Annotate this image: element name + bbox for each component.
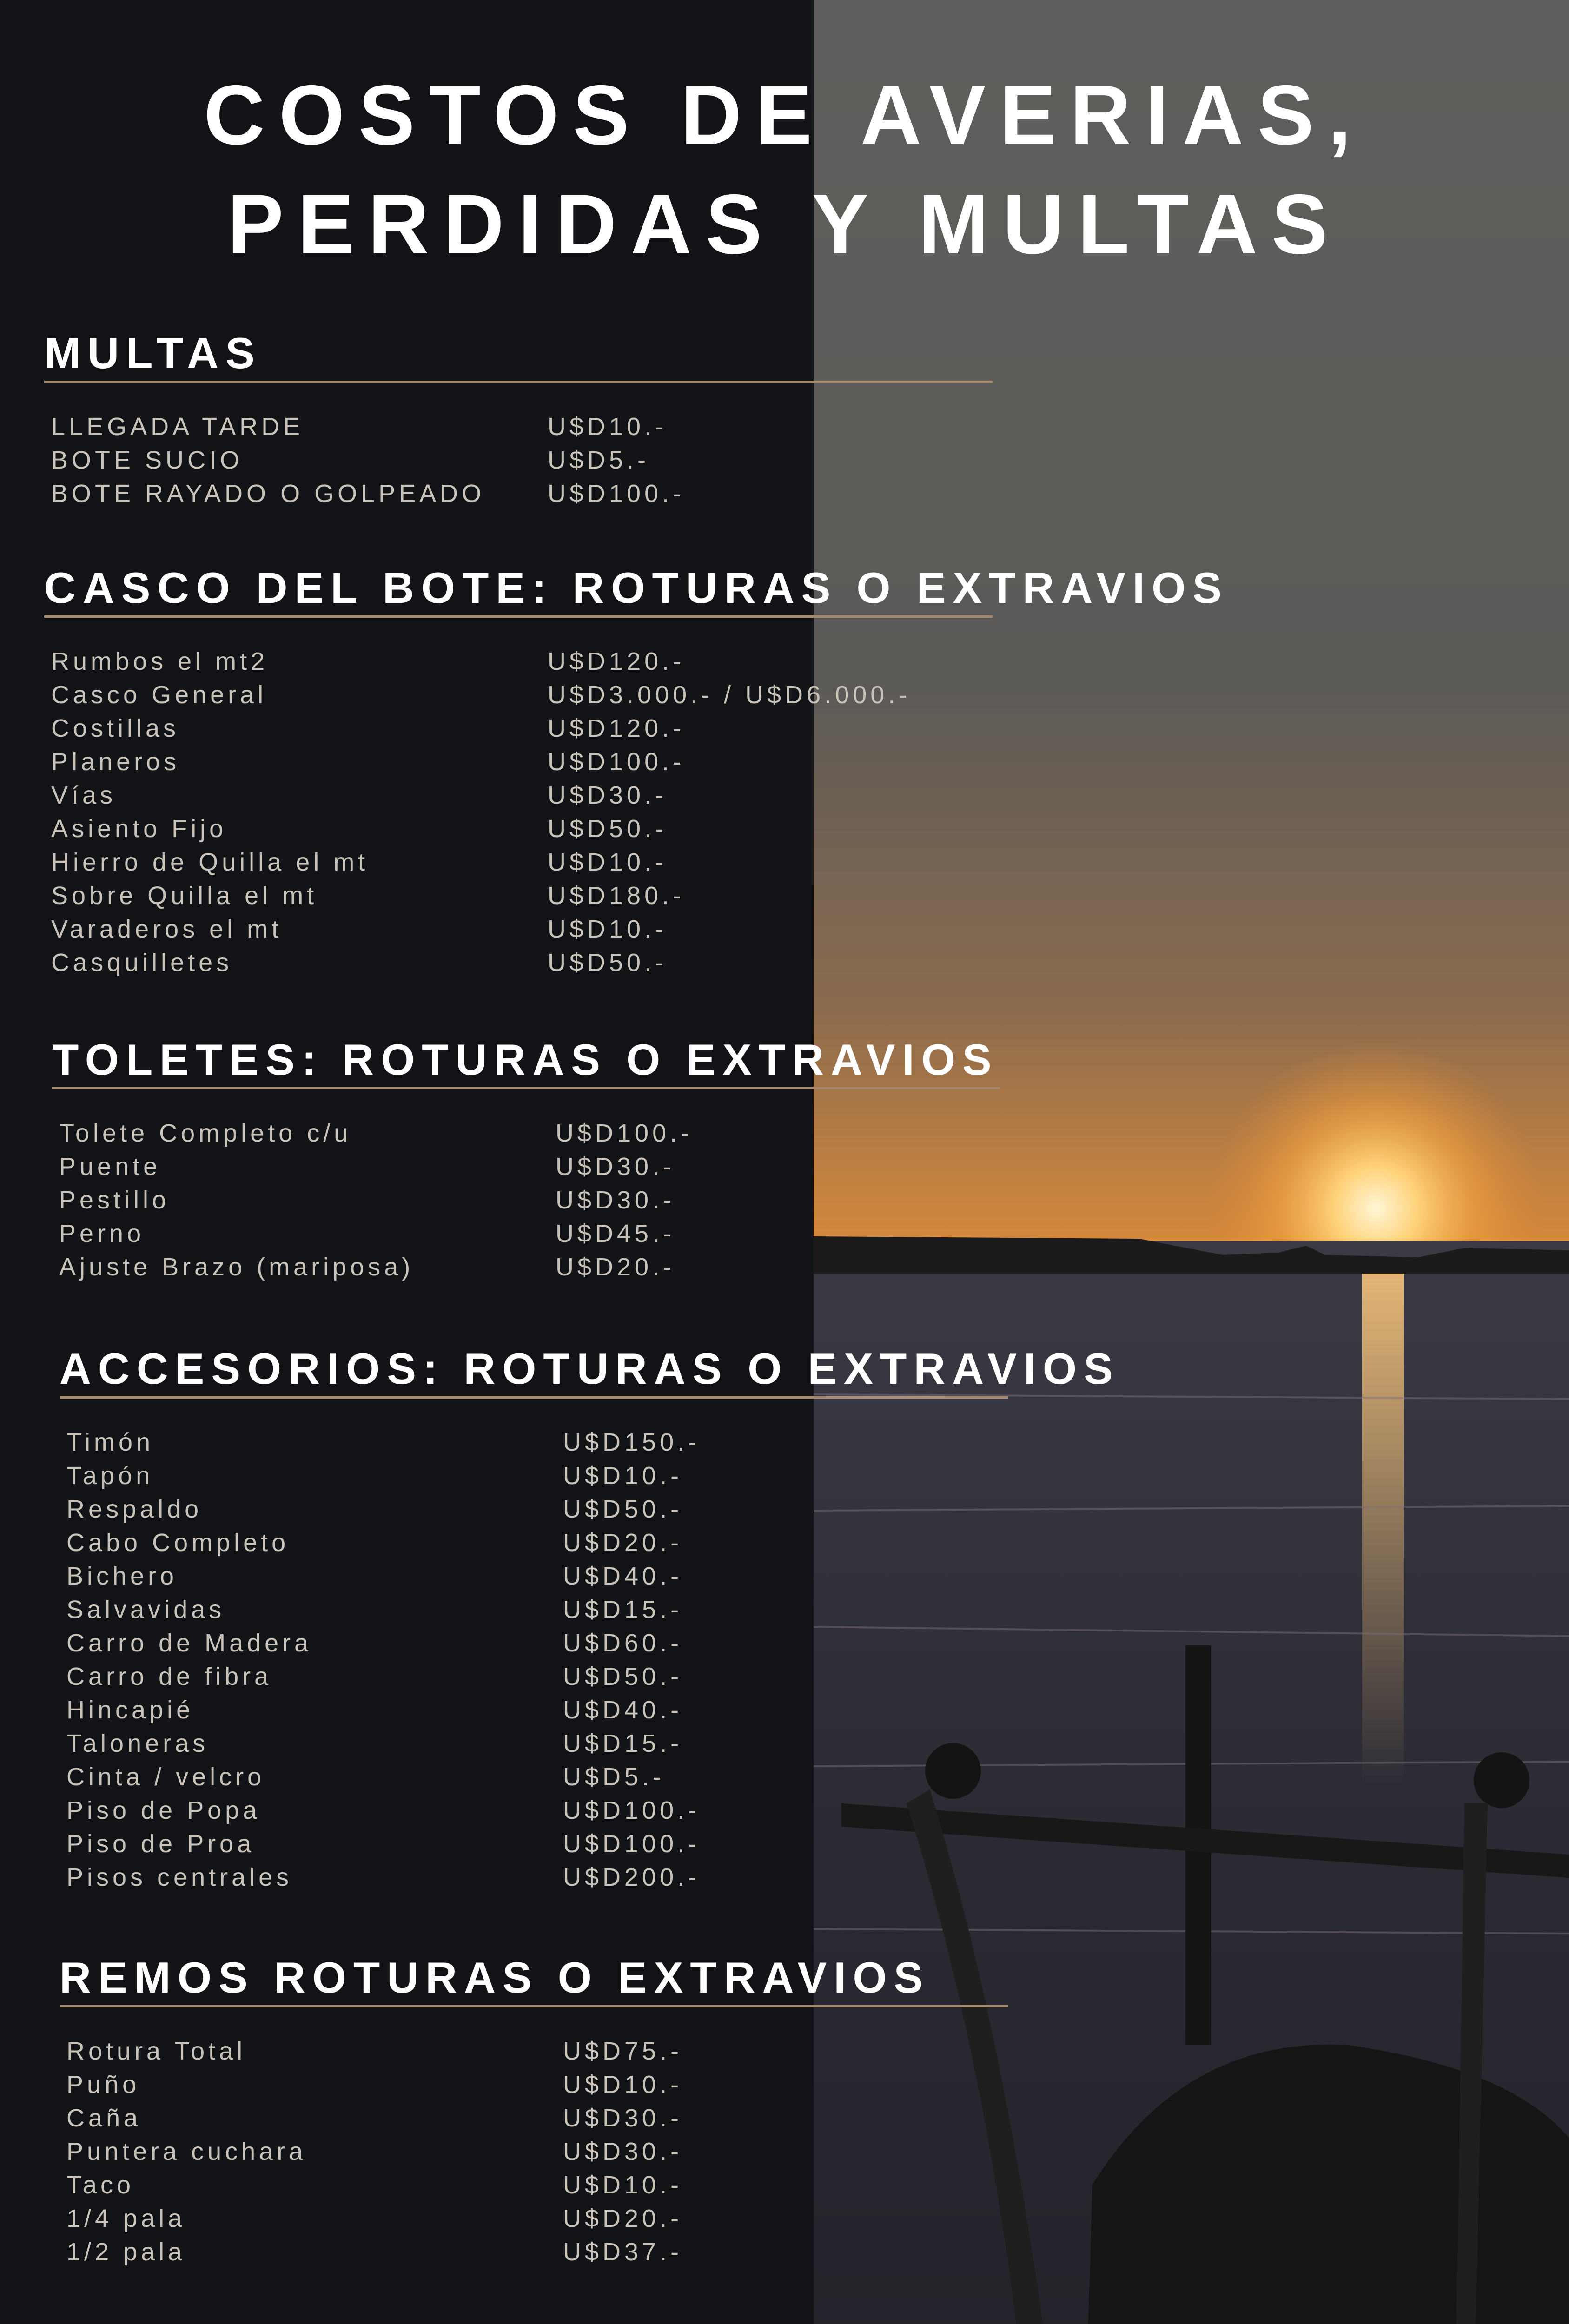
list-item (59, 1250, 1000, 1284)
section-toletes (52, 1034, 1000, 1284)
item-price: U$D20.- (563, 2205, 683, 2232)
list-item (66, 1727, 1120, 1760)
page-title (0, 60, 1569, 279)
list-item (66, 1861, 1120, 1894)
list-item (66, 1459, 1120, 1492)
list-item (51, 410, 993, 443)
item-price: U$D5.- (563, 1763, 665, 1791)
item-name: Ajuste Brazo (mariposa) (59, 1253, 414, 1281)
section-divider (44, 615, 993, 618)
item-name: Pestillo (59, 1186, 170, 1214)
item-name: Rumbos el mt2 (51, 647, 269, 675)
list-item (51, 712, 1229, 745)
item-price: U$D30.- (556, 1153, 675, 1181)
item-name: Perno (59, 1220, 145, 1248)
item-name: Casquilletes (51, 949, 233, 977)
section-divider (60, 1396, 1008, 1399)
list-item (66, 2168, 1008, 2202)
item-name: Casco General (51, 681, 267, 709)
title-line-2: PERDIDAS Y MULTAS (227, 177, 1342, 271)
item-name: Carro de Madera (66, 1629, 312, 1657)
item-name: Costillas (51, 714, 180, 742)
item-name: Taco (66, 2171, 135, 2199)
item-name: Asiento Fijo (51, 815, 227, 843)
list-item (66, 2034, 1008, 2068)
list-item (66, 2135, 1008, 2168)
item-name: Puente (59, 1153, 161, 1181)
item-name: Vías (51, 781, 117, 809)
list-item (66, 1559, 1120, 1593)
section-heading: TOLETES: ROTURAS O EXTRAVIOS (52, 1035, 999, 1084)
list-item (51, 912, 1229, 946)
section-remos (60, 1952, 1008, 2269)
list-item (66, 1526, 1120, 1559)
item-price: U$D40.- (563, 1696, 683, 1724)
item-name: Piso de Proa (66, 1830, 255, 1858)
item-price: U$D10.- (563, 1462, 683, 1490)
item-price: U$D30.- (563, 2138, 683, 2166)
item-name: Hincapié (66, 1696, 194, 1724)
item-name: Puño (66, 2071, 140, 2099)
item-name: Varaderos el mt (51, 915, 283, 943)
list-item (59, 1217, 1000, 1250)
list-item (51, 645, 1229, 678)
item-name: 1/2 pala (66, 2238, 186, 2266)
price-list (66, 2034, 1008, 2269)
item-price: U$D180.- (548, 882, 685, 910)
item-name: Piso de Popa (66, 1796, 261, 1824)
section-heading: ACCESORIOS: ROTURAS O EXTRAVIOS (60, 1344, 1120, 1393)
list-item (51, 845, 1229, 879)
item-price: U$D150.- (563, 1428, 701, 1456)
item-name: Carro de fibra (66, 1663, 272, 1690)
list-item (66, 1593, 1120, 1626)
list-item (51, 946, 1229, 979)
section-divider (52, 1087, 1000, 1089)
item-name: BOTE RAYADO O GOLPEADO (51, 480, 485, 508)
item-price: U$D60.- (563, 1629, 683, 1657)
item-price: U$D30.- (556, 1186, 675, 1214)
item-price: U$D100.- (548, 480, 685, 508)
section-multas (44, 328, 993, 510)
list-item (51, 745, 1229, 779)
item-price: U$D10.- (563, 2171, 683, 2199)
list-item (66, 2202, 1008, 2235)
list-item (66, 1626, 1120, 1660)
item-name: Cabo Completo (66, 1529, 290, 1557)
list-item (59, 1116, 1000, 1150)
item-price: U$D30.- (563, 2104, 683, 2132)
item-price: U$D3.000.- / U$D6.000.- (548, 681, 911, 709)
item-name: Planeros (51, 748, 180, 776)
section-casco (44, 562, 1229, 979)
item-name: LLEGADA TARDE (51, 413, 304, 441)
item-price: U$D120.- (548, 714, 685, 742)
item-name: Bichero (66, 1562, 178, 1590)
section-divider (60, 2005, 1008, 2007)
item-name: Puntera cuchara (66, 2138, 307, 2166)
list-item (51, 477, 993, 510)
list-item (66, 2235, 1008, 2269)
title-line-1: COSTOS DE AVERIAS, (204, 67, 1365, 162)
price-list (59, 1116, 1000, 1284)
price-list (66, 1426, 1120, 1894)
item-price: U$D5.- (548, 446, 650, 474)
item-price: U$D100.- (563, 1796, 701, 1824)
section-accesorios (60, 1343, 1120, 1894)
item-price: U$D10.- (563, 2071, 683, 2099)
item-name: Taloneras (66, 1730, 209, 1757)
item-price: U$D75.- (563, 2037, 683, 2065)
item-price: U$D200.- (563, 1863, 701, 1891)
item-price: U$D10.- (548, 848, 668, 876)
item-price: U$D37.- (563, 2238, 683, 2266)
item-name: Respaldo (66, 1495, 203, 1523)
list-item (51, 879, 1229, 912)
list-item (66, 1827, 1120, 1861)
list-item (51, 812, 1229, 845)
item-name: Hierro de Quilla el mt (51, 848, 369, 876)
item-name: Cinta / velcro (66, 1763, 265, 1791)
item-name: Timón (66, 1428, 154, 1456)
item-price: U$D20.- (563, 1529, 683, 1557)
section-heading: CASCO DEL BOTE: ROTURAS O EXTRAVIOS (44, 563, 1229, 612)
item-name: Pisos centrales (66, 1863, 293, 1891)
list-item (59, 1183, 1000, 1217)
list-item (66, 1492, 1120, 1526)
section-heading: REMOS ROTURAS O EXTRAVIOS (60, 1953, 930, 2002)
list-item (66, 1693, 1120, 1727)
item-price: U$D50.- (548, 949, 668, 977)
list-item (66, 1794, 1120, 1827)
item-price: U$D45.- (556, 1220, 675, 1248)
list-item (66, 1760, 1120, 1794)
list-item (66, 2101, 1008, 2135)
section-divider (44, 381, 993, 383)
section-heading: MULTAS (44, 329, 262, 377)
item-price: U$D50.- (563, 1663, 683, 1690)
item-price: U$D120.- (548, 647, 685, 675)
list-item (59, 1150, 1000, 1183)
list-item (51, 443, 993, 477)
item-name: 1/4 pala (66, 2205, 186, 2232)
item-name: BOTE SUCIO (51, 446, 244, 474)
item-price: U$D10.- (548, 915, 668, 943)
item-price: U$D100.- (556, 1119, 693, 1147)
item-price: U$D30.- (548, 781, 668, 809)
item-name: Rotura Total (66, 2037, 246, 2065)
item-name: Sobre Quilla el mt (51, 882, 318, 910)
list-item (66, 1660, 1120, 1693)
item-price: U$D20.- (556, 1253, 675, 1281)
item-price: U$D10.- (548, 413, 668, 441)
item-price: U$D15.- (563, 1730, 683, 1757)
list-item (51, 779, 1229, 812)
item-name: Tolete Completo c/u (59, 1119, 352, 1147)
item-price: U$D50.- (563, 1495, 683, 1523)
item-price: U$D100.- (563, 1830, 701, 1858)
item-price: U$D50.- (548, 815, 668, 843)
item-name: Salvavidas (66, 1596, 225, 1624)
price-list (51, 410, 993, 510)
list-item (66, 1426, 1120, 1459)
list-item (51, 678, 1229, 712)
item-price: U$D15.- (563, 1596, 683, 1624)
list-item (66, 2068, 1008, 2101)
item-name: Caña (66, 2104, 142, 2132)
item-price: U$D100.- (548, 748, 685, 776)
item-name: Tapón (66, 1462, 154, 1490)
item-price: U$D40.- (563, 1562, 683, 1590)
price-list (51, 645, 1229, 979)
